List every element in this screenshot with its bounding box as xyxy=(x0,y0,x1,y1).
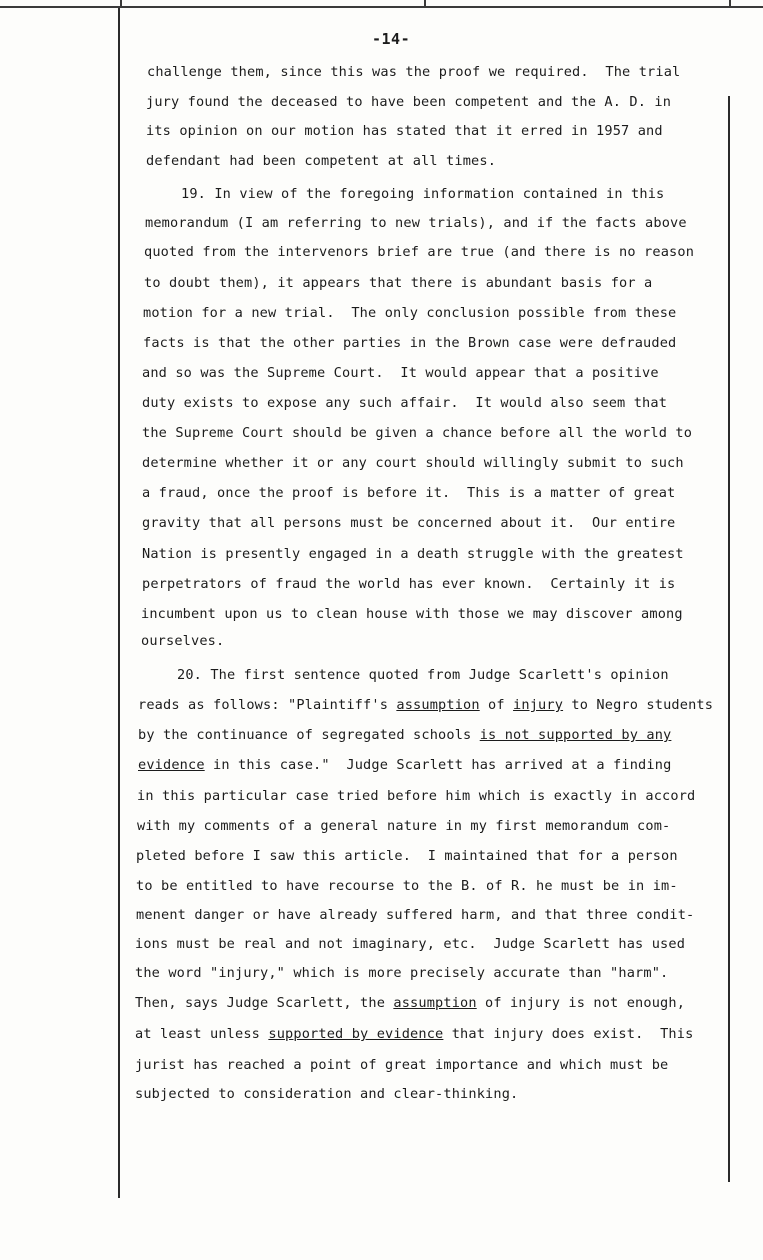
top-border-tick xyxy=(120,0,122,8)
text-line: the Supreme Court should be given a chance before all the world to xyxy=(142,425,693,441)
text-line: defendant had been competent at all times. xyxy=(146,153,497,169)
text-line: a fraud, once the proof is before it. This is a matter of great xyxy=(142,485,676,501)
underlined-phrase: is not supported by any xyxy=(479,727,672,743)
text-segment: in this case." Judge Scarlett has arrived at a finding xyxy=(204,757,672,773)
text-segment: of xyxy=(479,697,514,713)
text-line: duty exists to expose any such affair. It would also seem that xyxy=(142,395,668,411)
text-line: to be entitled to have recourse to the B. of R. he must be in im- xyxy=(136,878,678,894)
top-border-tick xyxy=(729,0,731,8)
text-segment: that injury does exist. This xyxy=(443,1026,694,1042)
text-line: perpetrators of fraud the world has ever known. Certainly it is xyxy=(142,576,676,592)
text-line: with my comments of a general nature in my first memorandum com- xyxy=(137,818,671,834)
text-line: in this particular case tried before him which is exactly in accord xyxy=(137,788,696,804)
underlined-phrase: assumption xyxy=(396,697,480,713)
page-number: -14- xyxy=(372,30,411,48)
text-line: jury found the deceased to have been competent and the A. D. in xyxy=(146,94,672,110)
text-line: Nation is presently engaged in a death struggle with the greatest xyxy=(142,546,684,562)
text-line: ions must be real and not imaginary, etc. Judge Scarlett has used xyxy=(135,936,686,952)
text-segment: of injury is not enough, xyxy=(476,995,686,1011)
text-line: challenge them, since this was the proof we required. The trial xyxy=(147,64,681,80)
text-segment: to Negro students xyxy=(563,697,714,713)
text-line: gravity that all persons must be concerned about it. Our entire xyxy=(142,515,676,531)
text-line: memorandum (I am referring to new trials), and if the facts above xyxy=(145,215,687,231)
text-line xyxy=(138,756,671,774)
underlined-phrase: injury xyxy=(513,697,564,713)
top-border-rule xyxy=(0,6,763,8)
text-line: 19. In view of the foregoing information contained in this xyxy=(181,186,665,202)
text-line: 20. The first sentence quoted from Judge Scarlett's opinion xyxy=(177,667,669,683)
right-margin-rule xyxy=(728,96,730,1182)
text-line: ourselves. xyxy=(141,633,225,649)
underlined-phrase: supported by evidence xyxy=(268,1026,444,1042)
text-line: determine whether it or any court should willingly submit to such xyxy=(142,455,684,471)
text-line xyxy=(138,726,671,744)
top-border-tick xyxy=(424,0,426,8)
text-line: jurist has reached a point of great importance and which must be xyxy=(135,1057,669,1073)
text-line: and so was the Supreme Court. It would appear that a positive xyxy=(142,365,659,381)
text-line: the word "injury," which is more precisely accurate than "harm". xyxy=(135,965,669,981)
underlined-phrase: assumption xyxy=(393,995,477,1011)
text-line: to doubt them), it appears that there is abundant basis for a xyxy=(144,275,653,291)
text-segment: reads as follows: "Plaintiff's xyxy=(138,697,397,713)
text-line xyxy=(135,994,685,1012)
text-line: facts is that the other parties in the Brown case were defrauded xyxy=(143,335,677,351)
text-segment: at least unless xyxy=(135,1026,269,1042)
text-line: subjected to consideration and clear-thinking. xyxy=(135,1086,519,1102)
text-line: menent danger or have already suffered harm, and that three condit- xyxy=(136,907,695,923)
text-segment: Then, says Judge Scarlett, the xyxy=(135,995,394,1011)
underlined-phrase: evidence xyxy=(138,757,205,773)
text-line: pleted before I saw this article. I maintained that for a person xyxy=(136,848,678,864)
text-line xyxy=(138,696,713,714)
text-line xyxy=(135,1025,693,1043)
text-line: motion for a new trial. The only conclusion possible from these xyxy=(143,305,677,321)
text-line: incumbent upon us to clean house with those we may discover among xyxy=(141,606,683,622)
text-line: quoted from the intervenors brief are true (and there is no reason xyxy=(144,244,695,260)
text-line: its opinion on our motion has stated that it erred in 1957 and xyxy=(146,123,663,139)
left-margin-rule xyxy=(118,8,120,1198)
text-segment: by the continuance of segregated schools xyxy=(138,727,480,743)
